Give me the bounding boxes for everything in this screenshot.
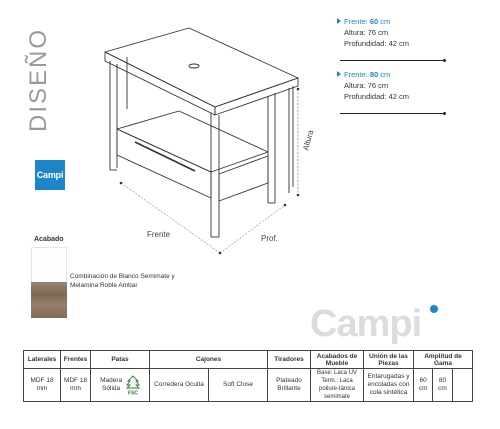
table-row xyxy=(24,369,473,402)
th-union: Unión de las Piezas xyxy=(364,351,414,369)
logo-dot-icon xyxy=(430,305,438,313)
top-surface xyxy=(105,28,298,107)
cell-cajones-1: Corredera Oculta xyxy=(150,369,209,402)
spec-front-label: Frente: xyxy=(344,70,368,79)
spec-divider xyxy=(340,113,443,114)
spec-depth: Profundidad: 42 cm xyxy=(344,92,410,101)
campi-logo-text: Campi xyxy=(310,303,422,345)
spec-front-unit: cm xyxy=(380,70,391,79)
finish-swatch-oak xyxy=(31,282,67,318)
th-gama: Amplitud de Gama xyxy=(414,351,473,369)
dim-label-width: Frente xyxy=(147,230,171,239)
drawer-front xyxy=(117,129,211,198)
fsc-text: FSC xyxy=(127,390,138,397)
diseno-title xyxy=(24,8,54,133)
sink-hole xyxy=(189,64,199,68)
dim-label-height-text: Altura xyxy=(301,128,316,152)
spec-front-value: 80 xyxy=(369,70,379,79)
cell-acabados-term: Term.: Laca poliure-tánica semimate xyxy=(318,378,356,400)
spec-height: Altura: 76 cm xyxy=(344,28,389,37)
spec-height: Altura: 76 cm xyxy=(344,81,389,90)
spec-front-label: Frente: xyxy=(344,17,368,26)
th-cajones: Cajones xyxy=(150,351,268,369)
spec-divider-end xyxy=(443,112,446,115)
cell-cajones-2: Soft Close xyxy=(209,369,268,402)
spec-front-value: 60 xyxy=(369,17,379,26)
cell-frentes: MDF 18 mm xyxy=(61,369,91,402)
th-patas: Patas xyxy=(91,351,150,369)
fsc-logo-icon xyxy=(125,375,141,395)
spec-front-unit: cm xyxy=(380,17,391,26)
th-acabados: Acabados de Mueble xyxy=(311,351,364,369)
spec-60 xyxy=(337,16,497,49)
spec-80 xyxy=(337,69,497,102)
bullet-icon xyxy=(337,71,341,77)
cell-laterales: MDF 18 mm xyxy=(24,369,61,402)
spec-divider xyxy=(340,60,443,61)
bullet-icon xyxy=(337,18,341,24)
finish-description: Combinación de Blanco Semimate y Melamina Roble Ambar xyxy=(70,273,175,289)
campi-logo xyxy=(306,300,446,345)
spec-depth: Profundidad: 42 cm xyxy=(344,39,410,48)
cell-union: Entarugadas y encoladas con cola sintética xyxy=(364,369,414,402)
top-side-edge xyxy=(215,78,298,115)
campi-badge-text: Campi xyxy=(36,170,64,180)
campi-badge xyxy=(35,160,65,190)
cell-acabados xyxy=(311,369,364,402)
cell-gama-empty xyxy=(452,369,472,402)
table-header-row xyxy=(24,351,473,369)
cell-patas xyxy=(91,369,150,402)
specs-table xyxy=(23,350,473,402)
spec-divider-end xyxy=(443,59,446,62)
cell-gama-60: 60 cm xyxy=(414,369,433,402)
finish-title: Acabado xyxy=(34,236,64,243)
cell-tiradores: Plateado Brillante xyxy=(268,369,311,402)
th-tiradores: Tiradores xyxy=(268,351,311,369)
finish-swatch-white xyxy=(31,247,67,283)
drawer-top xyxy=(117,111,268,172)
dim-label-height xyxy=(298,115,316,155)
cell-gama-80: 80 cm xyxy=(433,369,452,402)
th-frentes: Frentes xyxy=(61,351,91,369)
cell-patas-text: Madera Sólida xyxy=(100,377,123,392)
furniture-drawing xyxy=(95,15,325,260)
diseno-title-text: DISEÑO xyxy=(25,27,52,132)
cell-acabados-base: Base: Laca UV xyxy=(316,370,358,376)
top-front-edge xyxy=(105,52,215,115)
dim-label-depth: Prof. xyxy=(261,234,278,243)
th-laterales: Laterales xyxy=(24,351,61,369)
